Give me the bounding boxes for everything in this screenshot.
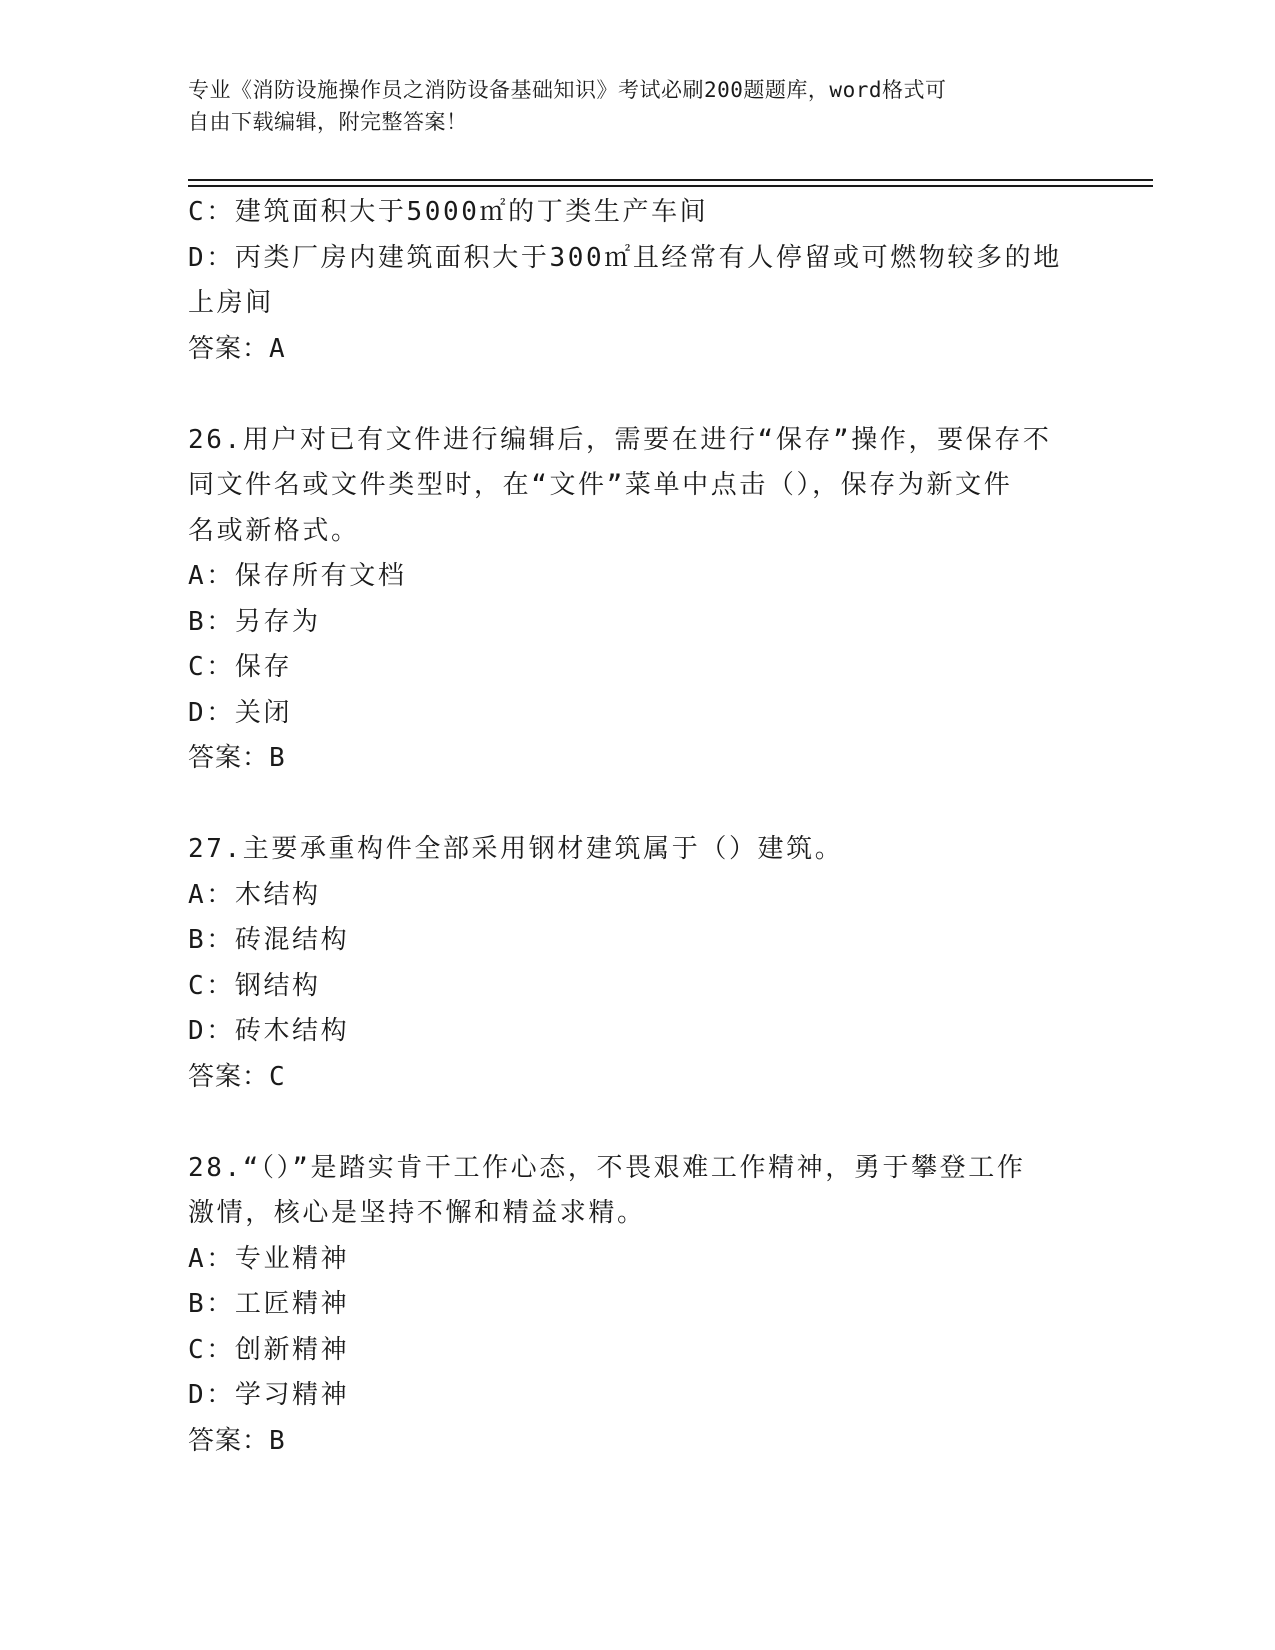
question-content — [188, 190, 1078, 1464]
answer-label: 答案： — [188, 1061, 270, 1092]
option-a: A：木结构 — [188, 879, 321, 910]
option-c: C：保存 — [188, 652, 293, 682]
option-a: A：专业精神 — [188, 1243, 350, 1274]
answer-line — [188, 1055, 1078, 1101]
question-stem-line: 名或新格式。 — [188, 515, 360, 546]
header-line-1: 专业《消防设施操作员之消防设备基础知识》考试必刷200题题库，word格式可 — [188, 78, 947, 102]
question-28 — [188, 1146, 1078, 1465]
option-d: D：砖木结构 — [188, 1016, 350, 1046]
question-stem-line: 26.用户对已有文件进行编辑后，需要在进行“保存”操作，要保存不 — [188, 424, 1052, 455]
header-line-2: 自由下载编辑，附完整答案！ — [188, 110, 468, 134]
option-d-line-1: D：丙类厂房内建筑面积大于300㎡且经常有人停留或可燃物较多的地 — [188, 242, 1062, 273]
document-header — [188, 74, 1068, 138]
answer-value: A — [269, 333, 286, 364]
option-c: C：创新精神 — [188, 1334, 350, 1365]
option-a: A：保存所有文档 — [188, 561, 407, 591]
answer-value: C — [269, 1061, 286, 1092]
question-stem-line: 同文件名或文件类型时，在“文件”菜单中点击（），保存为新文件 — [188, 470, 1013, 500]
answer-line — [188, 327, 1078, 373]
answer-label: 答案： — [188, 743, 270, 773]
question-stem-line: 28.“（）”是踏实肯干工作心态，不畏艰难工作精神，勇于攀登工作 — [188, 1152, 1026, 1183]
spacer — [188, 782, 1078, 828]
option-d: D：学习精神 — [188, 1380, 350, 1410]
option-b: B：砖混结构 — [188, 925, 350, 955]
question-stem-line: 27.主要承重构件全部采用钢材建筑属于（）建筑。 — [188, 834, 844, 864]
option-b: B：另存为 — [188, 606, 321, 637]
question-stem-line: 激情，核心是坚持不懈和精益求精。 — [188, 1198, 646, 1228]
answer-line — [188, 1419, 1078, 1465]
option-b: B：工匠精神 — [188, 1289, 350, 1319]
question-26 — [188, 418, 1078, 782]
header-divider-bottom — [188, 185, 1153, 187]
option-c: C：钢结构 — [188, 970, 321, 1001]
answer-label: 答案： — [188, 333, 270, 364]
option-c: C：建筑面积大于5000㎡的丁类生产车间 — [188, 197, 709, 227]
spacer — [188, 372, 1078, 418]
answer-label: 答案： — [188, 1425, 270, 1456]
answer-line — [188, 736, 1078, 782]
header-divider-top — [188, 179, 1153, 181]
option-d-line-2: 上房间 — [188, 288, 274, 318]
question-27 — [188, 827, 1078, 1100]
answer-value: B — [269, 1425, 286, 1456]
spacer — [188, 1100, 1078, 1146]
continued-question — [188, 190, 1078, 372]
option-d: D：关闭 — [188, 697, 293, 728]
answer-value: B — [269, 743, 286, 773]
